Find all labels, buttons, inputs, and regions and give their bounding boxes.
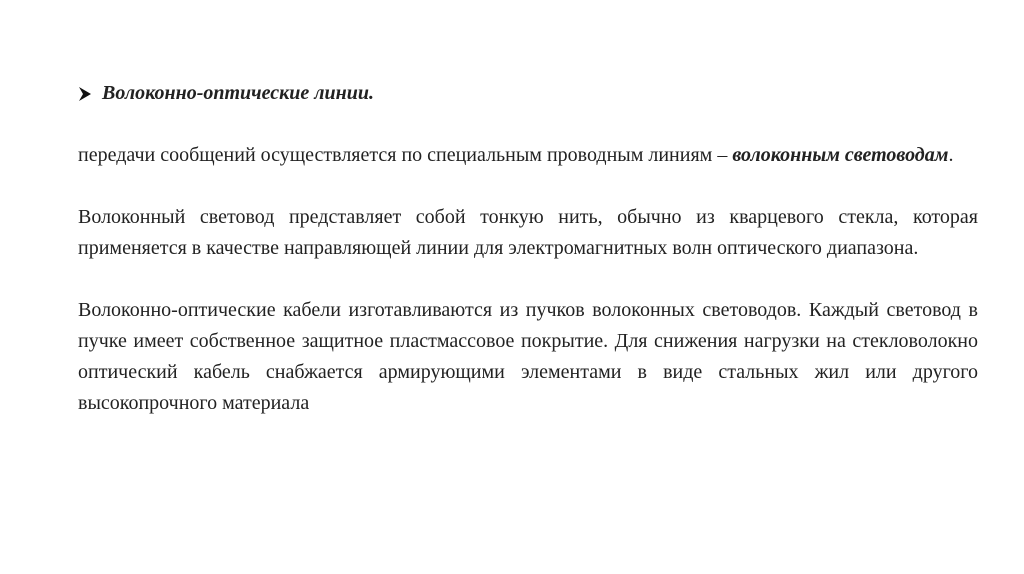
paragraph-2: Волоконный световод представляет собой тонкую нить, обычно из кварцевого стекла, которая применяется в качестве направляющей линии для электромагнитных волн оптического диапазона. (78, 206, 978, 259)
heading-text: Волоконно-оптические линии. (102, 82, 375, 104)
paragraph-1-end: . (948, 144, 954, 166)
paragraph-1 (78, 140, 978, 171)
paragraph-3: Волоконно-оптические кабели изготавливаются из пучков волоконных световодов. Каждый световод в пучке имеет собственное защитное пластмассовое покрытие. Для снижения нагрузки на стекловолокно оптический кабель снабжается армирующими элементами в виде стальных жил или другого высокопрочного материала (78, 299, 978, 414)
paragraph-1-emphasis: волоконным световодам (732, 144, 949, 166)
slide-content (78, 78, 978, 419)
heading (78, 78, 978, 109)
arrowhead-bullet-icon (78, 86, 92, 102)
paragraph-1-text: передачи сообщений осуществляется по специальным проводным линиям – (78, 144, 733, 166)
